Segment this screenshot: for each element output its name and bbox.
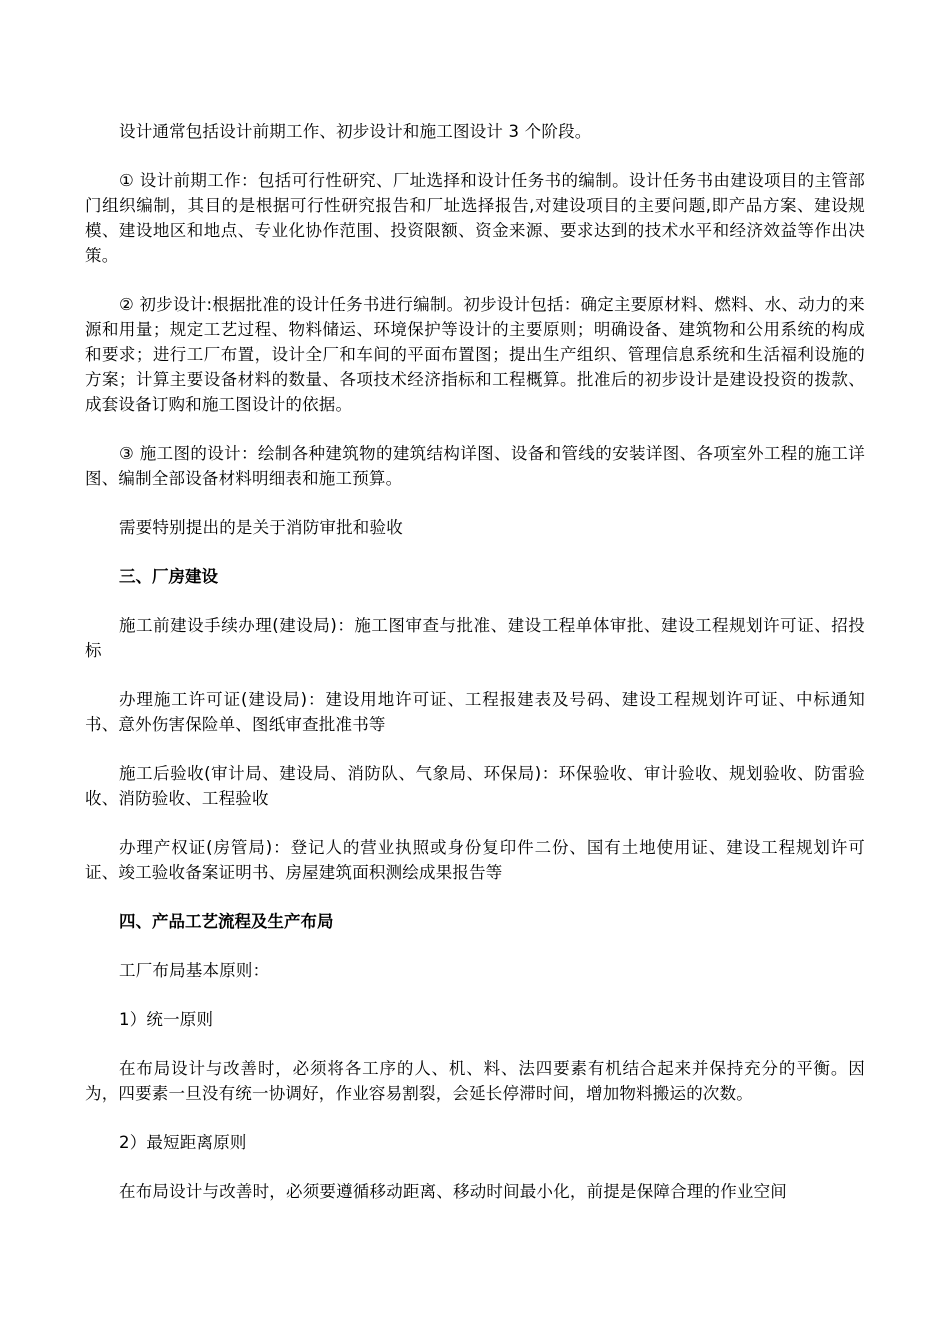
paragraph-pre-construction: 施工前建设手续办理(建设局)：施工图审查与批准、建设工程单体审批、建设工程规划许可证、招投标 — [85, 616, 865, 660]
paragraph-layout-principles: 工厂布局基本原则： — [119, 961, 270, 980]
section-heading-factory-construction: 三、厂房建设 — [119, 567, 218, 586]
paragraph-construction-drawing: ③ 施工图的设计：绘制各种建筑物的建筑结构详图、设备和管线的安装详图、各项室外工程的施工详图、编制全部设备材料明细表和施工预算。 — [85, 444, 865, 488]
paragraph-shortest-distance: 2）最短距离原则 — [119, 1133, 247, 1152]
paragraph-fire-approval: 需要特别提出的是关于消防审批和验收 — [119, 518, 403, 537]
paragraph-design-stages: 设计通常包括设计前期工作、初步设计和施工图设计 3 个阶段。 — [119, 122, 592, 141]
paragraph-unity-detail: 在布局设计与改善时，必须将各工序的人、机、料、法四要素有机结合起来并保持充分的平衡。因为，四要素一旦没有统一协调好，作业容易割裂，会延长停滞时间，增加物料搬运的次数。 — [85, 1059, 865, 1103]
paragraph-construction-permit: 办理施工许可证(建设局)：建设用地许可证、工程报建表及号码、建设工程规划许可证、中标通知书、意外伤害保险单、图纸审查批准书等 — [85, 690, 865, 734]
section-heading-process-layout: 四、产品工艺流程及生产布局 — [119, 912, 334, 931]
paragraph-preliminary-design: ② 初步设计:根据批准的设计任务书进行编制。初步设计包括：确定主要原材料、燃料、水、动力的来源和用量；规定工艺过程、物料储运、环境保护等设计的主要原则；明确设备、建筑物和公用系统的构成和要求；进行工厂布置，设计全厂和车间的平面布置图；提出生产组织、管理信息系统和生活福利设施的方案；计算主要设备材料的数量、各项技术经济指标和工程概算。批准后的初步设计是建设投资的拨款、成套设备订购和施工图设计的依据。 — [85, 295, 865, 414]
paragraph-property-certificate: 办理产权证(房管局)：登记人的营业执照或身份复印件二份、国有土地使用证、建设工程规划许可证、竣工验收备案证明书、房屋建筑面积测绘成果报告等 — [85, 838, 865, 882]
paragraph-post-construction: 施工后验收(审计局、建设局、消防队、气象局、环保局)：环保验收、审计验收、规划验收、防雷验收、消防验收、工程验收 — [85, 764, 865, 808]
paragraph-shortest-distance-detail: 在布局设计与改善时，必须要遵循移动距离、移动时间最小化，前提是保障合理的作业空间 — [119, 1182, 787, 1201]
document-body — [85, 119, 865, 1228]
paragraph-unity-principle: 1）统一原则 — [119, 1010, 214, 1029]
paragraph-pre-design: ① 设计前期工作：包括可行性研究、厂址选择和设计任务书的编制。设计任务书由建设项目的主管部门组织编制，其目的是根据可行性研究报告和厂址选择报告,对建设项目的主要问题,即产品方案、建设规模、建设地区和地点、专业化协作范围、投资限额、资金来源、要求达到的技术水平和经济效益等作出决策。 — [85, 171, 865, 265]
